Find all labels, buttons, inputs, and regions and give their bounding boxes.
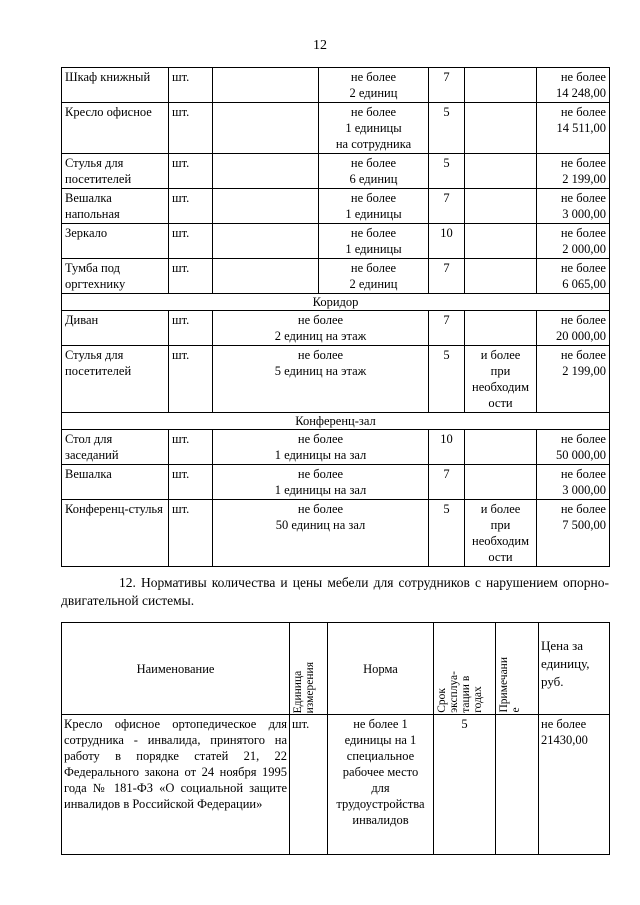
row-note bbox=[465, 259, 537, 294]
row-norm: не более 2 единиц на этаж bbox=[213, 311, 429, 346]
section-12-paragraph: 12. Нормативы количества и цены мебели для сотрудников с нарушением опорно-двигательной системы. bbox=[61, 575, 609, 608]
row-price: не более 50 000,00 bbox=[537, 430, 610, 465]
row-term: 7 bbox=[429, 68, 465, 103]
row-price: не более 2 199,00 bbox=[537, 346, 610, 413]
table-row bbox=[62, 465, 610, 500]
row-term: 10 bbox=[429, 430, 465, 465]
row-norm: не более 1 единицы bbox=[319, 224, 429, 259]
row-term: 5 bbox=[429, 346, 465, 413]
row-name: Стулья для посетителей bbox=[62, 346, 169, 413]
row-name: Шкаф книжный bbox=[62, 68, 169, 103]
table-row bbox=[62, 259, 610, 294]
header-price: Цена за единицу, руб. bbox=[539, 623, 610, 715]
row-note: и более при необходим ости bbox=[465, 346, 537, 413]
row-note bbox=[465, 68, 537, 103]
row-norm: не более 1 единицы на 1 специальное рабочее место для трудоустройства инвалидов bbox=[328, 715, 434, 855]
row-note bbox=[465, 465, 537, 500]
row-name: Зеркало bbox=[62, 224, 169, 259]
row-name: Диван bbox=[62, 311, 169, 346]
table-row bbox=[62, 346, 610, 413]
row-term: 5 bbox=[429, 154, 465, 189]
row-unit: шт. bbox=[169, 189, 213, 224]
row-norm: не более 1 единицы на сотрудника bbox=[319, 103, 429, 154]
row-price: не более 7 500,00 bbox=[537, 500, 610, 567]
row-term: 7 bbox=[429, 465, 465, 500]
row-term: 5 bbox=[434, 715, 496, 855]
row-norm: не более 1 единицы на зал bbox=[213, 430, 429, 465]
furniture-table bbox=[61, 67, 610, 567]
row-norm: не более 2 единиц bbox=[319, 259, 429, 294]
row-name: Кресло офисное bbox=[62, 103, 169, 154]
header-norm: Норма bbox=[328, 623, 434, 715]
row-name: Кресло офисное ортопедическое для сотрудника - инвалида, принятого на работу в порядке статей 21, 22 Федерального закона от 24 ноября 1995 года № 181-ФЗ «О социальной защите инвалидов в Российской Федерации» bbox=[62, 715, 290, 855]
section-title: Коридор bbox=[62, 294, 610, 311]
table-header-row bbox=[62, 623, 610, 715]
row-unit: шт. bbox=[169, 224, 213, 259]
row-norm: не более 6 единиц bbox=[319, 154, 429, 189]
row-price: не более 20 000,00 bbox=[537, 311, 610, 346]
row-term: 7 bbox=[429, 259, 465, 294]
row-name: Тумба под оргтехнику bbox=[62, 259, 169, 294]
table-row bbox=[62, 224, 610, 259]
header-name: Наименование bbox=[62, 623, 290, 715]
row-price: не более 6 065,00 bbox=[537, 259, 610, 294]
row-norm: не более 5 единиц на этаж bbox=[213, 346, 429, 413]
section-row bbox=[62, 294, 610, 311]
row-price: не более 3 000,00 bbox=[537, 189, 610, 224]
row-note bbox=[465, 311, 537, 346]
row-norm: не более 1 единицы bbox=[319, 189, 429, 224]
row-unit: шт. bbox=[169, 259, 213, 294]
row-unit: шт. bbox=[169, 346, 213, 413]
row-name: Конференц-стулья bbox=[62, 500, 169, 567]
row-name: Вешалка bbox=[62, 465, 169, 500]
row-term: 7 bbox=[429, 311, 465, 346]
empty-cell bbox=[213, 68, 319, 103]
row-name: Стулья для посетителей bbox=[62, 154, 169, 189]
empty-cell bbox=[213, 103, 319, 154]
table-row bbox=[62, 311, 610, 346]
disabled-furniture-table bbox=[61, 622, 610, 855]
row-note bbox=[465, 189, 537, 224]
row-term: 7 bbox=[429, 189, 465, 224]
row-term: 5 bbox=[429, 500, 465, 567]
empty-cell bbox=[213, 154, 319, 189]
row-note bbox=[465, 154, 537, 189]
table-row bbox=[62, 154, 610, 189]
row-term: 5 bbox=[429, 103, 465, 154]
row-unit: шт. bbox=[169, 68, 213, 103]
row-norm: не более 50 единиц на зал bbox=[213, 500, 429, 567]
empty-cell bbox=[213, 259, 319, 294]
row-price: не более 2 199,00 bbox=[537, 154, 610, 189]
row-note bbox=[496, 715, 539, 855]
row-name: Стол для заседаний bbox=[62, 430, 169, 465]
row-unit: шт. bbox=[169, 465, 213, 500]
table-row bbox=[62, 68, 610, 103]
row-price: не более 3 000,00 bbox=[537, 465, 610, 500]
row-unit: шт. bbox=[169, 500, 213, 567]
table-row bbox=[62, 715, 610, 855]
empty-cell bbox=[213, 189, 319, 224]
row-price: не более 21430,00 bbox=[539, 715, 610, 855]
row-note bbox=[465, 103, 537, 154]
row-unit: шт. bbox=[169, 103, 213, 154]
row-unit: шт. bbox=[169, 430, 213, 465]
row-price: не более 2 000,00 bbox=[537, 224, 610, 259]
row-norm: не более 2 единиц bbox=[319, 68, 429, 103]
section-row bbox=[62, 413, 610, 430]
header-unit: Единица измерения bbox=[290, 623, 328, 715]
row-term: 10 bbox=[429, 224, 465, 259]
header-note: Примечани е bbox=[496, 623, 539, 715]
row-note bbox=[465, 430, 537, 465]
page-number: 12 bbox=[313, 38, 327, 53]
row-unit: шт. bbox=[169, 311, 213, 346]
table-row bbox=[62, 103, 610, 154]
table-row bbox=[62, 430, 610, 465]
row-note: и более при необходим ости bbox=[465, 500, 537, 567]
row-norm: не более 1 единицы на зал bbox=[213, 465, 429, 500]
empty-cell bbox=[213, 224, 319, 259]
row-unit: шт. bbox=[290, 715, 328, 855]
table-row bbox=[62, 189, 610, 224]
section-title: Конференц-зал bbox=[62, 413, 610, 430]
header-term: Срок эксплуа- тации в годах bbox=[434, 623, 496, 715]
row-note bbox=[465, 224, 537, 259]
table-row bbox=[62, 500, 610, 567]
row-price: не более 14 511,00 bbox=[537, 103, 610, 154]
row-unit: шт. bbox=[169, 154, 213, 189]
row-price: не более 14 248,00 bbox=[537, 68, 610, 103]
row-name: Вешалка напольная bbox=[62, 189, 169, 224]
